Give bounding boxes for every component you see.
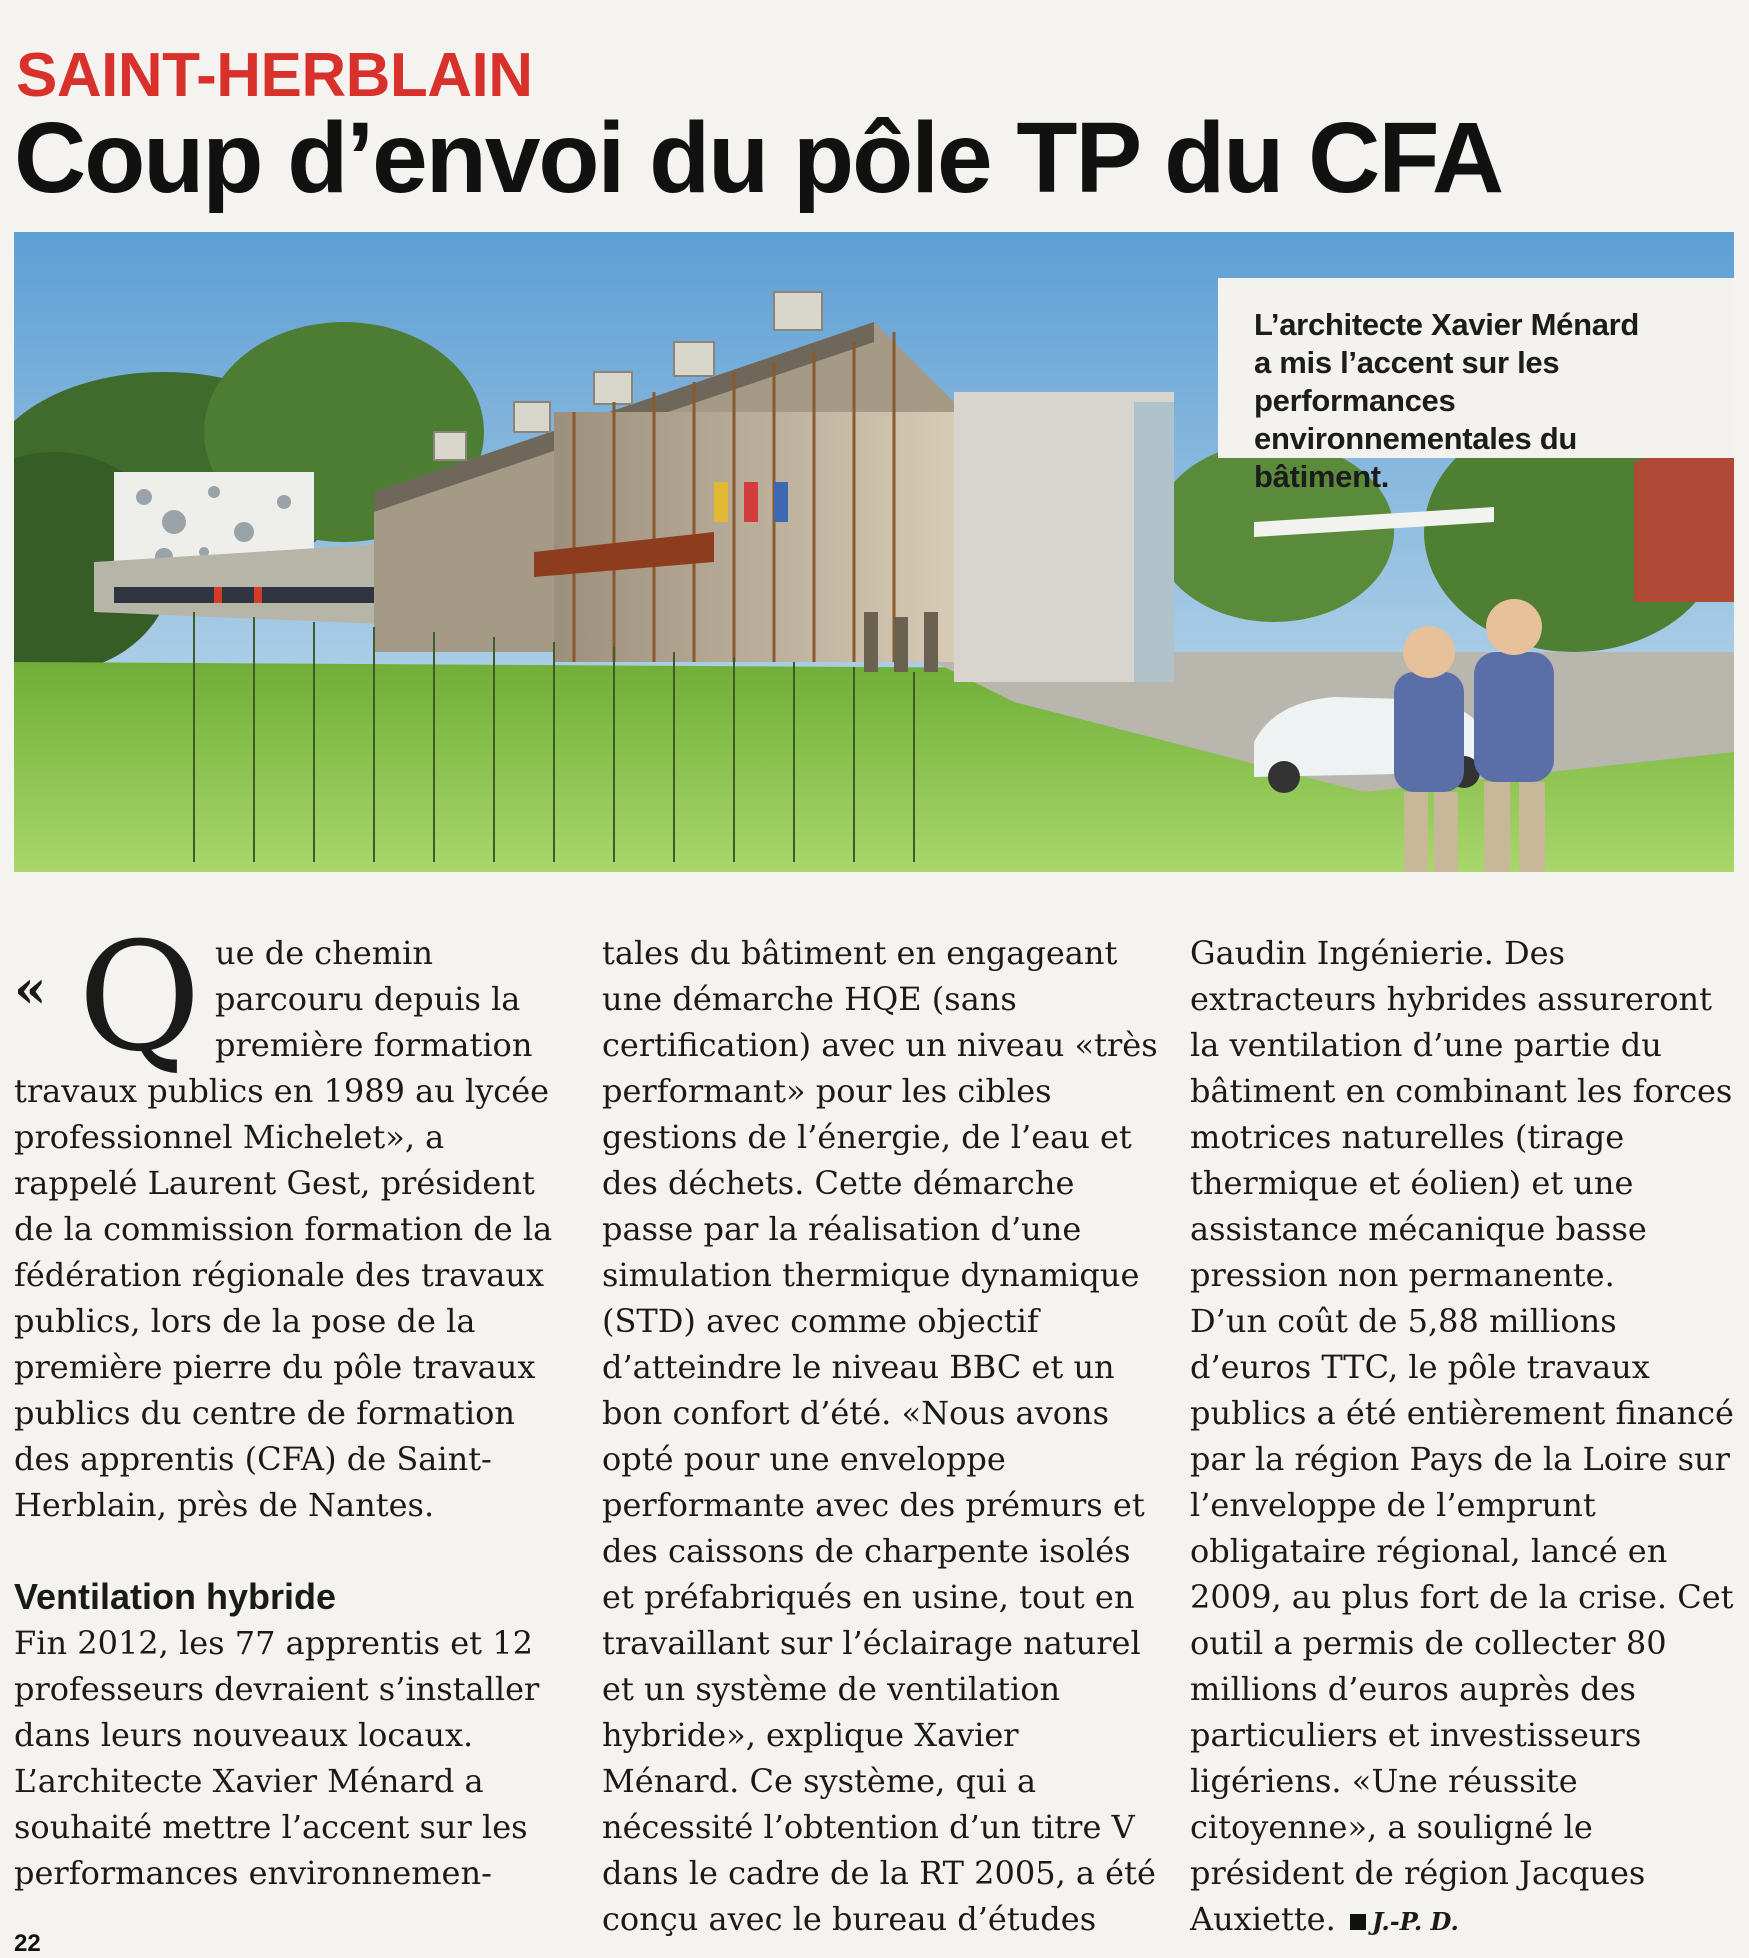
- article-column-2: [602, 930, 1162, 1942]
- lead-paragraph-text: ue de chemin parcouru depuis la première formation travaux publics en 1989 au lycée professionnel Michelet», a rappelé Laurent Gest, président de la commission formation de la fédération régionale des travaux publics, lors de la pose de la première pierre du pôle travaux publics du centre de formation des apprentis (CFA) de Saint-Herblain, près de Nantes.: [14, 934, 553, 1524]
- end-mark-icon: [1350, 1914, 1366, 1930]
- article-column-3: [1190, 930, 1735, 1945]
- photo-caption: [1218, 278, 1734, 494]
- opening-quote-mark: «: [14, 959, 47, 1020]
- headline: Coup d’envoi du pôle TP du CFA: [14, 102, 1503, 214]
- photo-caption-line-3: environnementales du bâtiment.: [1254, 421, 1578, 494]
- section-kicker: SAINT-HERBLAIN: [16, 41, 533, 110]
- body-paragraph: Gaudin Ingénierie. Des extracteurs hybrides assureront la ventilation d’une partie du bâtiment en combinant les forces motrices naturelles (tirage thermique et éolien) et une assistance mécanique basse pression non permanente.: [1190, 934, 1733, 1294]
- author-signature: J.-P. D.: [1371, 1907, 1459, 1936]
- article-column-1: [14, 911, 574, 1896]
- photo-credit: [0, 680, 2, 800]
- body-paragraph: tales du bâtiment en engageant une démarche HQE (sans certification) avec un niveau «très performant» pour les cibles gestions de l’énergie, de l’eau et des déchets. Cette démarche passe par la réalisation d’une simulation thermique dynamique (STD) avec comme objectif d’atteindre le niveau BBC et un bon confort d’été. «Nous avons opté pour une enveloppe performante avec des prémurs et des caissons de charpente isolés et préfabriqués en usine, tout en travaillant sur l’éclairage naturel et un système de ventilation hybride», explique Xavier Ménard. Ce système, qui a nécessité l’obtention d’un titre V dans le cadre de la RT 2005, a été conçu avec le bureau d’études: [602, 934, 1158, 1938]
- photo-caption-line-2: a mis l’accent sur les performances: [1254, 345, 1560, 418]
- subheading: Ventilation hybride: [14, 1576, 337, 1617]
- lead-paragraph: [14, 911, 574, 1528]
- closing-paragraph-text: D’un coût de 5,88 millions d’euros TTC, le pôle travaux publics a été entièrement financé par la région Pays de la Loire sur l’enveloppe de l’emprunt obligataire régional, lancé en 2009, au plus fort de la crise. Cet outil a permis de collecter 80 millions d’euros auprès des particuliers et investisseurs ligériens. «Une réussite citoyenne», a souligné le président de région Jacques Auxiette.: [1190, 1302, 1734, 1938]
- body-paragraph: [1190, 1298, 1735, 1945]
- body-paragraph: Fin 2012, les 77 apprentis et 12 professeurs devraient s’installer dans leurs nouveaux locaux. L’architecte Xavier Ménard a souhaité mettre l’accent sur les performances environnemen-: [14, 1624, 540, 1892]
- page-number: 22: [14, 1930, 41, 1957]
- photo-caption-line-1: L’architecte Xavier Ménard: [1254, 307, 1640, 342]
- drop-cap: Q: [78, 911, 201, 1085]
